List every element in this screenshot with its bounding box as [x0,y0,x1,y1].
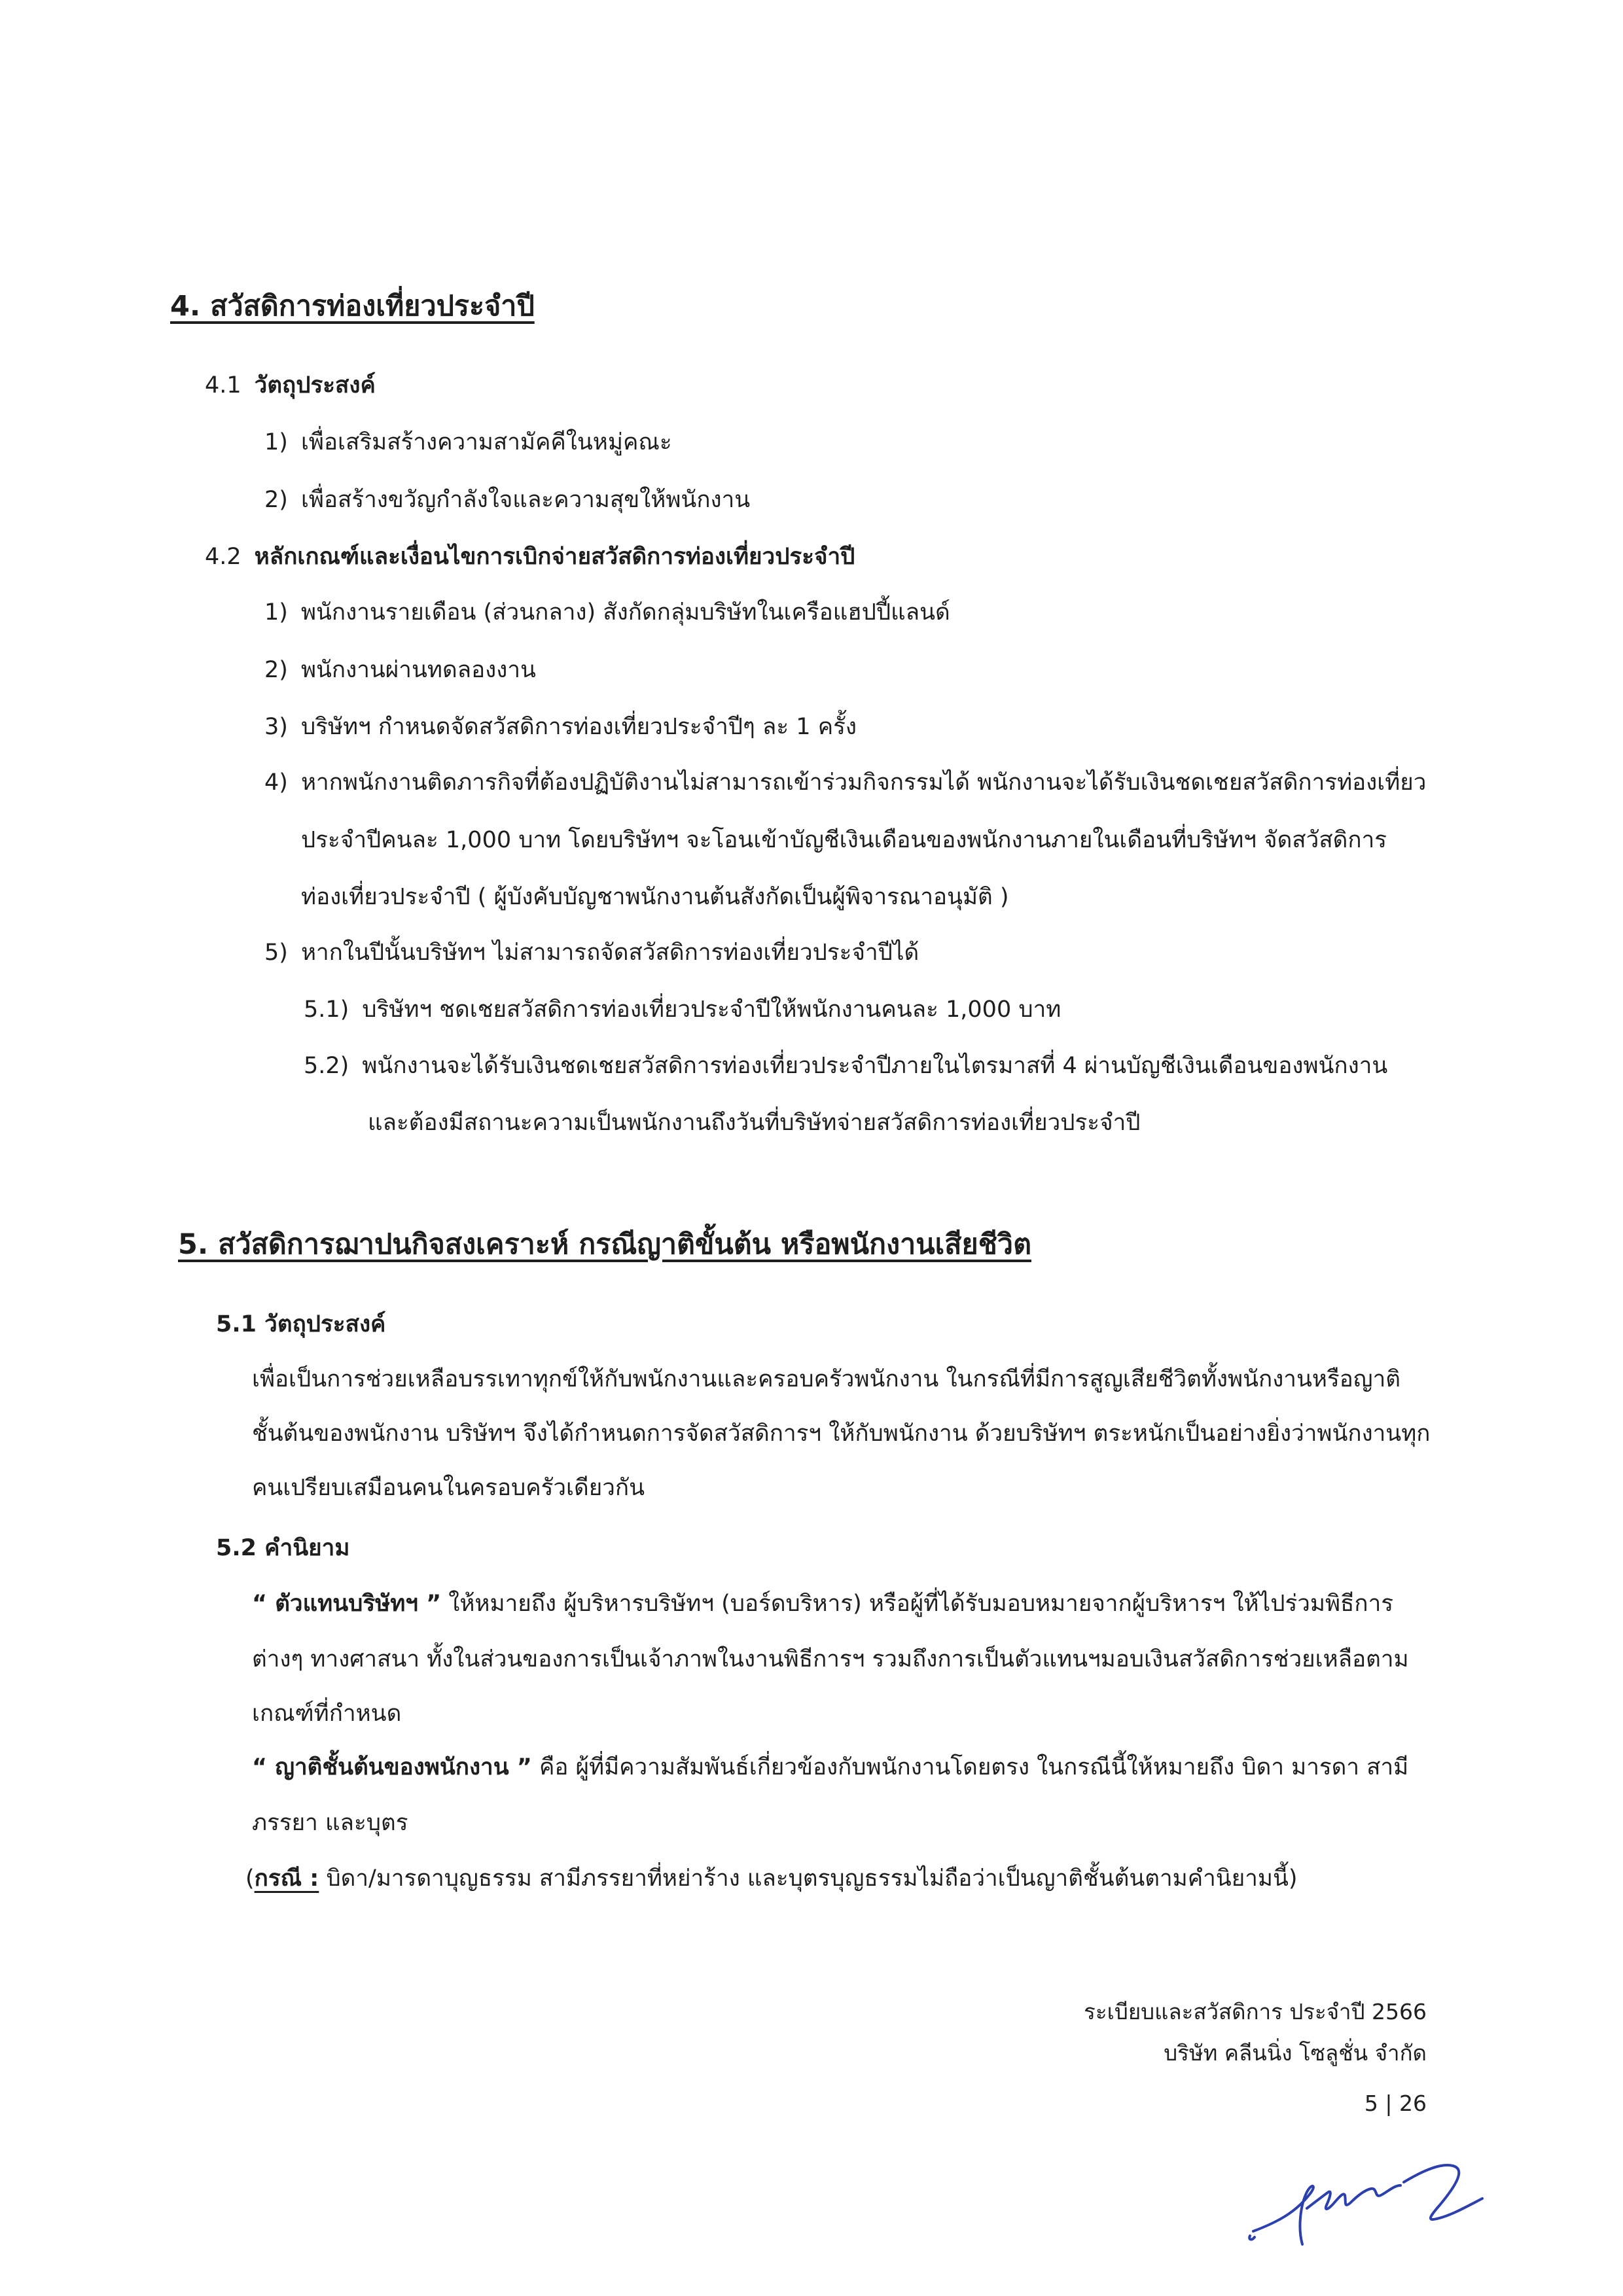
sub-list-item [304,1052,1387,1080]
list-item [264,939,919,966]
footer-document-title: ระเบียบและสวัสดิการ ประจำปี 2566 [1084,1999,1427,2024]
note-open: ( [245,1865,255,1892]
item-text: หากในปีนั้นบริษัทฯ ไม่สามารถจัดสวัสดิการท่องเที่ยวประจำปีได้ [300,940,919,966]
note-label: กรณี : [254,1865,319,1892]
definition-term: “ ญาติชั้นต้นของพนักงาน ” [252,1754,532,1780]
list-item-continuation: ประจำปีคนละ 1,000 บาท โดยบริษัทฯ จะโอนเข้าบัญชีเงินเดือนของพนักงานภายในเดือนที่บริษัทฯ จัดสวัสดิการ [301,827,1387,853]
list-item [264,713,857,741]
paragraph-line: คนเปรียบเสมือนคนในครอบครัวเดียวกัน [252,1475,645,1501]
definition-line: เกณฑ์ที่กำหนด [252,1701,402,1727]
item-text: หากพนักงานติดภารกิจที่ต้องปฏิบัติงานไม่สามารถเข้าร่วมกิจกรรมได้ พนักงานจะได้รับเงินชดเชยสวัสดิการท่องเที่ยว [300,769,1427,796]
section-4-1-title [205,372,376,399]
item-number: 1) [264,599,288,626]
list-item [264,769,1426,796]
section-5-1-title: 5.1 วัตถุประสงค์ [216,1311,386,1337]
item-number: 5.2) [304,1053,349,1079]
definition-line [252,1754,1408,1781]
list-item [264,429,672,456]
definition-text: ให้หมายถึง ผู้บริหารบริษัทฯ (บอร์ดบริหาร) หรือผู้ที่ได้รับมอบหมายจากผู้บริหารฯ ให้ไปร่วมพิธีการ [441,1591,1394,1617]
item-number: 4) [264,769,288,796]
footer-company-name: บริษัท คลีนนิ่ง โซลูชั่น จำกัด [1164,2040,1427,2066]
section-5-heading: 5. สวัสดิการฌาปนกิจสงเคราะห์ กรณีญาติขั้นต้น หรือพนักงานเสียชีวิต [178,1228,1032,1261]
section-number: 4.1 [205,372,241,398]
item-text: พนักงานจะได้รับเงินชดเชยสวัสดิการท่องเที่ยวประจำปีภายในไตรมาสที่ 4 ผ่านบัญชีเงินเดือนของพนักงาน [362,1053,1388,1079]
list-item [264,486,750,514]
signature-image [1240,2156,1502,2254]
sub-list-item-continuation: และต้องมีสถานะความเป็นพนักงานถึงวันที่บริษัทจ่ายสวัสดิการท่องเที่ยวประจำปี [368,1110,1141,1136]
item-number: 3) [264,714,288,740]
page-number: 5 | 26 [1364,2091,1427,2116]
paragraph-line: เพื่อเป็นการช่วยเหลือบรรเทาทุกข์ให้กับพนักงานและครอบครัวพนักงาน ในกรณีที่มีการสูญเสียชีวิตทั้งพนักงานหรือญาติ [252,1366,1400,1392]
sub-list-item [304,996,1061,1023]
item-number: 5) [264,940,288,966]
definition-line [252,1590,1393,1617]
section-title: หลักเกณฑ์และเงื่อนไขการเบิกจ่ายสวัสดิการท่องเที่ยวประจำปี [254,544,855,570]
note-line [245,1865,1298,1892]
list-item-continuation: ท่องเที่ยวประจำปี ( ผู้บังคับบัญชาพนักงานต้นสังกัดเป็นผู้พิจารณาอนุมัติ ) [301,884,1009,910]
item-text: บริษัทฯ กำหนดจัดสวัสดิการท่องเที่ยวประจำปีๆ ละ 1 ครั้ง [300,714,857,740]
definition-term: “ ตัวแทนบริษัทฯ ” [252,1591,442,1617]
paragraph-line: ชั้นต้นของพนักงาน บริษัทฯ จึงได้กำหนดการจัดสวัสดิการฯ ให้กับพนักงาน ด้วยบริษัทฯ ตระหนักเป็นอย่างยิ่งว่าพนักงานทุก [252,1421,1431,1447]
section-title: วัตถุประสงค์ [254,372,376,398]
item-number: 2) [264,487,288,513]
item-number: 5.1) [304,997,349,1023]
item-number: 1) [264,429,288,455]
item-text: พนักงานผ่านทดลองงาน [300,657,536,683]
list-item [264,656,536,684]
definition-line: ต่างๆ ทางศาสนา ทั้งในส่วนของการเป็นเจ้าภาพในงานพิธีการฯ รวมถึงการเป็นตัวแทนฯมอบเงินสวัสดิการช่วยเหลือตาม [252,1646,1409,1672]
section-5-2-title: 5.2 คำนิยาม [216,1535,350,1561]
definition-text: คือ ผู้ที่มีความสัมพันธ์เกี่ยวข้องกับพนักงานโดยตรง ในกรณีนี้ให้หมายถึง บิดา มารดา สามี [531,1754,1409,1780]
item-text: พนักงานรายเดือน (ส่วนกลาง) สังกัดกลุ่มบริษัทในเครือแฮปปี้แลนด์ [300,599,950,626]
section-number: 4.2 [205,544,241,570]
item-text: เพื่อสร้างขวัญกำลังใจและความสุขให้พนักงาน [300,487,751,513]
item-number: 2) [264,657,288,683]
definition-line: ภรรยา และบุตร [252,1810,408,1836]
section-4-heading: 4. สวัสดิการท่องเที่ยวประจำปี [170,290,535,323]
item-text: เพื่อเสริมสร้างความสามัคคีในหมู่คณะ [300,429,672,455]
item-text: บริษัทฯ ชดเชยสวัสดิการท่องเที่ยวประจำปีให้พนักงานคนละ 1,000 บาท [362,997,1061,1023]
note-text: บิดา/มารดาบุญธรรม สามีภรรยาที่หย่าร้าง และบุตรบุญธรรมไม่ถือว่าเป็นญาติชั้นต้นตามคำนิยามนี้) [319,1865,1298,1892]
section-4-2-title [205,543,855,571]
list-item [264,599,950,626]
